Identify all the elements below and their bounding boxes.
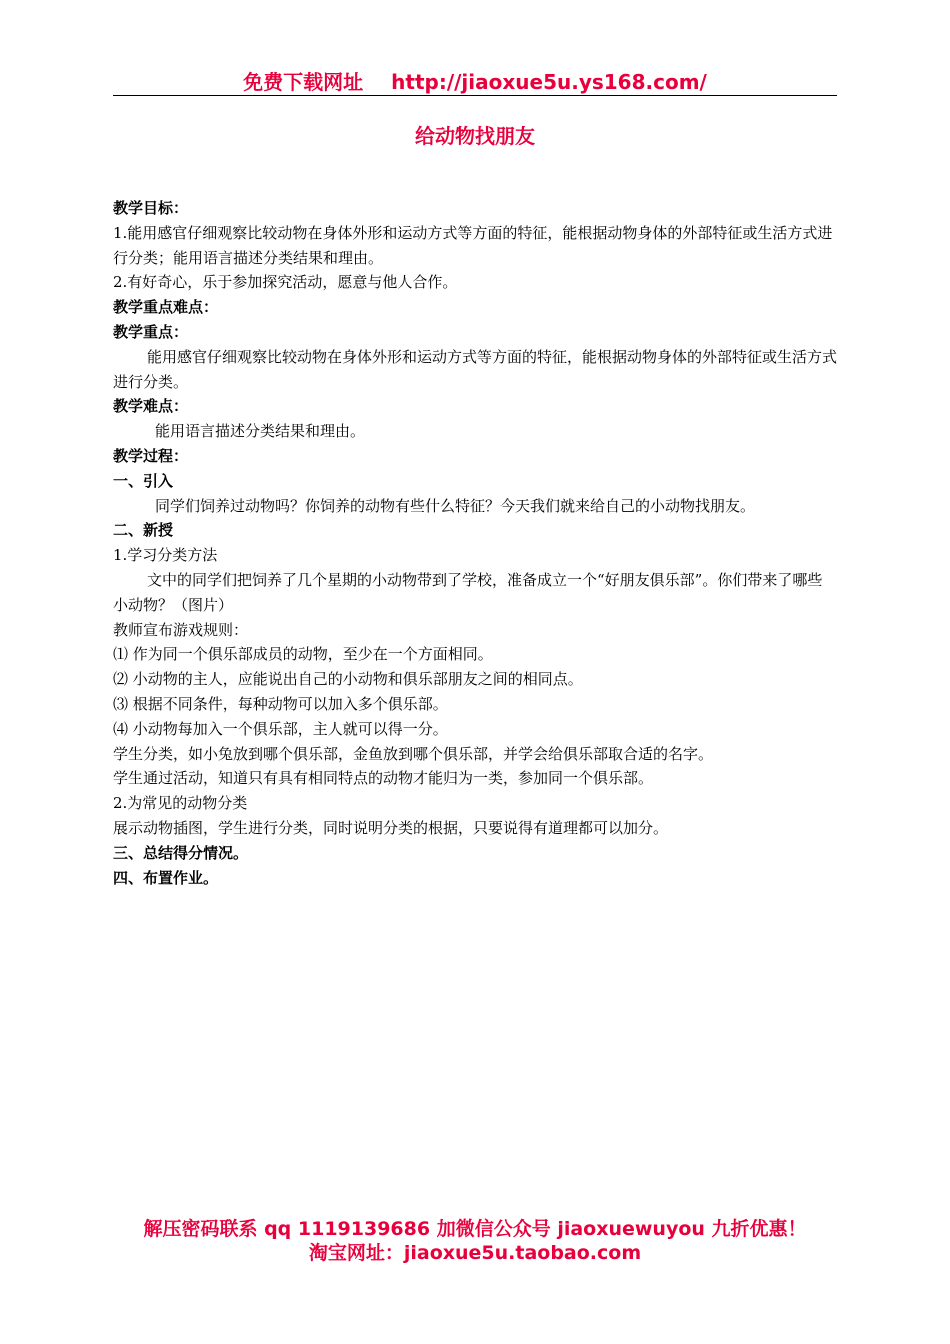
section-1-text: 同学们饲养过动物吗？你饲养的动物有些什么特征？今天我们就来给自己的小动物找朋友。 — [155, 496, 756, 515]
process-heading: 教学过程： — [113, 446, 189, 465]
section-2-sub-2: 2.为常见的动物分类 — [113, 794, 248, 813]
difficulty-heading: 教学难点： — [113, 397, 189, 416]
goal-2: 2.有好奇心，乐于参加探究活动，愿意与他人合作。 — [113, 273, 458, 292]
section-2-paragraph: 文中的同学们把饲养了几个星期的小动物带到了学校，准备成立一个“好朋友俱乐部”。你们带来了哪些小动物？（图片） — [113, 570, 823, 614]
section-2-heading: 二、新授 — [113, 521, 174, 540]
section-4-heading: 四、布置作业。 — [113, 868, 219, 887]
conclusion-text: 学生通过活动，知道只有具有相同特点的动物才能归为一类，参加同一个俱乐部。 — [113, 769, 654, 788]
rule-3: ⑶ 根据不同条件，每种动物可以加入多个俱乐部。 — [113, 694, 448, 713]
rule-1: ⑴ 作为同一个俱乐部成员的动物，至少在一个方面相同。 — [113, 645, 493, 664]
classify-text: 学生分类，如小兔放到哪个俱乐部，金鱼放到哪个俱乐部，并学会给俱乐部取合适的名字。 — [113, 744, 714, 763]
rule-4: ⑷ 小动物每加入一个俱乐部，主人就可以得一分。 — [113, 719, 448, 738]
focus-text: 能用感官仔细观察比较动物在身体外形和运动方式等方面的特征，能根据动物身体的外部特征或生活方式进行分类。 — [113, 347, 838, 391]
header-label: 免费下载网址 — [243, 70, 364, 94]
header-url-link[interactable]: http://jiaoxue5u.ys168.com/ — [391, 70, 707, 94]
header-divider — [113, 95, 837, 96]
section-2-sub-2-text: 展示动物插图，学生进行分类，同时说明分类的根据，只要说得有道理都可以加分。 — [113, 818, 669, 837]
keypoints-heading: 教学重点难点： — [113, 298, 219, 317]
page-header — [0, 66, 950, 95]
footer-contact: 解压密码联系 qq 1119139686 加微信公众号 jiaoxuewuyou 九折优惠！ — [143, 1218, 807, 1240]
page-footer — [0, 1217, 950, 1265]
section-2-sub-1: 1.学习分类方法 — [113, 546, 218, 565]
focus-heading: 教学重点： — [113, 322, 189, 341]
document-title: 给动物找朋友 — [415, 124, 535, 148]
section-3-heading: 三、总结得分情况。 — [113, 843, 249, 862]
rules-intro: 教师宣布游戏规则： — [113, 620, 249, 639]
section-1-heading: 一、引入 — [113, 471, 174, 490]
document-body — [113, 196, 837, 890]
goal-1: 1.能用感官仔细观察比较动物在身体外形和运动方式等方面的特征，能根据动物身体的外部特征或生活方式进行分类；能用语言描述分类结果和理由。 — [113, 223, 833, 267]
rule-2: ⑵ 小动物的主人，应能说出自己的小动物和俱乐部朋友之间的相同点。 — [113, 670, 583, 689]
footer-shop-link[interactable]: 淘宝网址：jiaoxue5u.taobao.com — [308, 1242, 642, 1264]
goals-heading: 教学目标： — [113, 199, 189, 217]
difficulty-text: 能用语言描述分类结果和理由。 — [155, 422, 366, 441]
